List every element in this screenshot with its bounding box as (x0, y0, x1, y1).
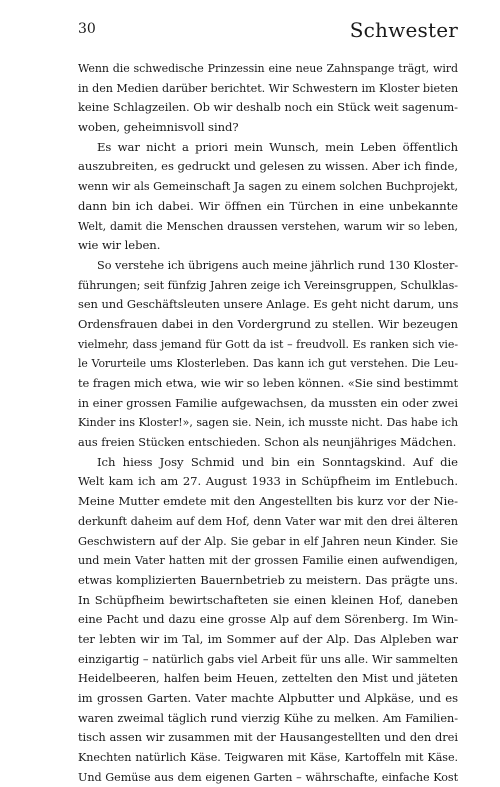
text-line: aus freien Stücken entschieden. Schon als neunjähriges Mädchen. (78, 436, 457, 450)
text-line: woben, geheimnisvoll sind? (78, 120, 239, 135)
text-line: So verstehe ich übrigens auch meine jährlich rund 130 Kloster- (97, 258, 459, 272)
text-line: Meine Mutter emdete mit den Angestellten bis kurz vor der Nie- (78, 494, 458, 509)
text-line: einzigartig – natürlich gabs viel Arbeit für uns alle. Wir sammelten (78, 652, 458, 666)
text-line: tisch assen wir zusammen mit der Hausangestellten und den drei (78, 730, 458, 745)
text-line: te fragen mich etwa, wie wir so leben können. «Sie sind bestimmt (78, 376, 459, 390)
paragraph (78, 256, 458, 453)
text-line: dann bin ich dabei. Wir öffnen ein Türchen in eine unbekannte (78, 198, 458, 213)
text-line: Ich hiess Josy Schmid und bin ein Sonntagskind. Auf die (97, 454, 458, 469)
body-text (78, 59, 458, 787)
text-line: Ordensfrauen dabei in den Vordergrund zu stellen. Wir bezeugen (78, 316, 458, 331)
text-line: sen und Geschäftsleuten unsere Anlage. Es geht nicht darum, uns (78, 297, 459, 312)
page-number: 30 (78, 21, 96, 37)
text-line: wie wir leben. (78, 238, 161, 253)
text-line: le Vorurteile ums Klosterleben. Das kann ich gut verstehen. Die Leu- (78, 357, 458, 371)
text-line: in einer grossen Familie aufgewachsen, da mussten ein oder zwei (78, 395, 458, 410)
text-line: waren zweimal täglich rund vierzig Kühe zu melken. Am Familien- (78, 711, 458, 725)
paragraph (78, 138, 458, 256)
text-line: keine Schlagzeilen. Ob wir deshalb noch ein Stück weit sagenum- (78, 100, 458, 115)
text-line: Es war nicht a priori mein Wunsch, mein Leben öffentlich (97, 139, 458, 154)
text-line: Knechten natürlich Käse. Teigwaren mit Käse, Kartoffeln mit Käse. (78, 751, 458, 765)
text-line: im grossen Garten. Vater machte Alpbutter und Alpkäse, und es (78, 691, 458, 705)
text-line: Kinder ins Kloster!», sagen sie. Nein, ich musste nicht. Das habe ich (78, 416, 458, 430)
text-line: In Schüpfheim bewirtschafteten sie einen kleinen Hof, daneben (78, 592, 458, 607)
text-line: derkunft daheim auf dem Hof, denn Vater war mit den drei älteren (78, 514, 458, 528)
text-line: Welt kam ich am 27. August 1933 in Schüpfheim im Entlebuch. (78, 474, 458, 489)
text-line: Welt, damit die Menschen draussen verstehen, warum wir so leben, (78, 219, 458, 233)
text-line: vielmehr, dass jemand für Gott da ist – freudvoll. Es ranken sich vie- (78, 337, 458, 351)
text-line: Heidelbeeren, halfen beim Heuen, zettelten den Mist und jäteten (78, 671, 458, 686)
text-line: führungen; seit fünfzig Jahren zeige ich Vereinsgruppen, Schulklas- (78, 278, 458, 292)
text-line: wenn wir als Gemeinschaft Ja sagen zu einem solchen Buchprojekt, (78, 180, 458, 194)
text-line: Wenn die schwedische Prinzessin eine neue Zahnspange trägt, wird (78, 62, 458, 75)
text-line: eine Pacht und dazu eine grosse Alp auf dem Sörenberg. Im Win- (78, 612, 458, 627)
text-line: ter lebten wir im Tal, im Sommer auf der Alp. Das Alpleben war (78, 631, 458, 646)
paragraph (78, 59, 458, 138)
text-line: Geschwistern auf der Alp. Sie gebar in elf Jahren neun Kinder. Sie (78, 534, 458, 548)
text-line: etwas komplizierten Bauernbetrieb zu meistern. Das prägte uns. (78, 572, 458, 587)
paragraph (78, 453, 458, 787)
running-head: Schwester (349, 18, 458, 42)
text-line: und mein Vater hatten mit der grossen Familie einen aufwendigen, (78, 554, 458, 568)
text-line: auszubreiten, es gedruckt und gelesen zu wissen. Aber ich finde, (78, 159, 458, 174)
text-line: in den Medien darüber berichtet. Wir Schwestern im Kloster bieten (78, 81, 459, 95)
page-header (78, 18, 458, 50)
text-line: Und Gemüse aus dem eigenen Garten – währschafte, einfache Kost (78, 770, 458, 784)
